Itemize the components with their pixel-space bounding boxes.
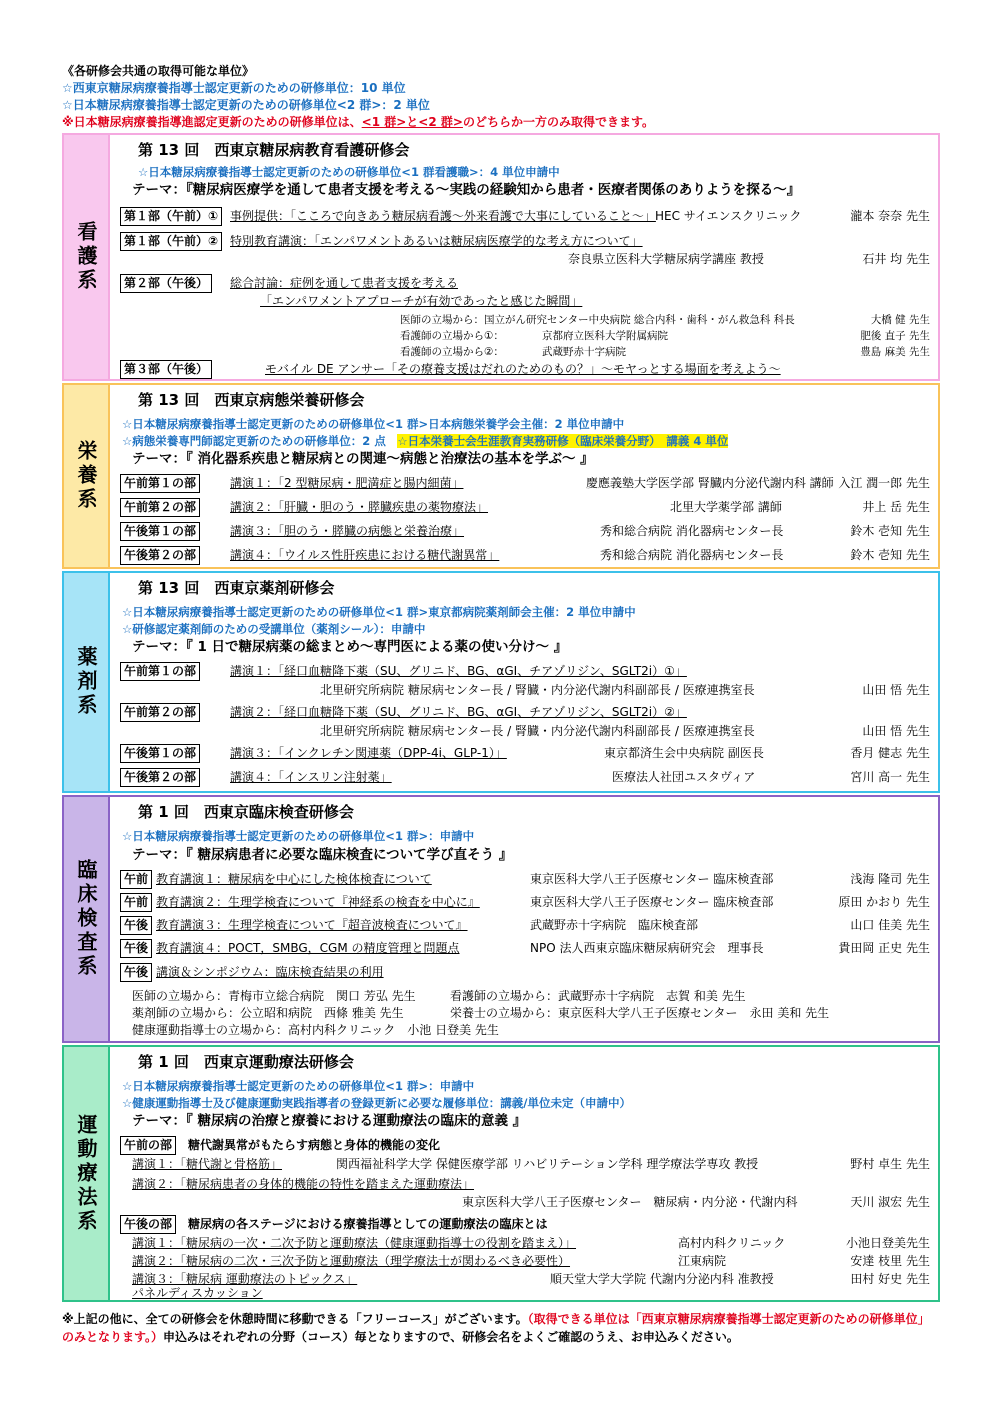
clinical-row-1-text: 教育講演１：糖尿病を中心にした検体検査について [156, 872, 432, 886]
pharmacy-row-4-text: 講演４：「インスリン注射薬」 [230, 770, 392, 784]
pharmacy-content [108, 573, 938, 791]
nursing-s1-tag: 第１部（午前）① [120, 207, 222, 226]
pharmacy-theme: テーマ：『 1 日で糖尿病薬の総まとめ～専門医による薬の使い分け～ 』 [132, 639, 568, 655]
nursing-s1-name: 瀧本 奈奈 先生 [850, 209, 930, 223]
exercise-pm1-inst: 高村内科クリニック [678, 1236, 786, 1250]
clinical-title: 第 1 回 西東京臨床検査研修会 [138, 803, 354, 821]
section-clinical [62, 795, 940, 1043]
exercise-pm-title: 糖尿病の各ステージにおける療養指導としての運動療法の臨床とは [188, 1217, 548, 1231]
nutrition-row-3-name: 鈴木 壱知 先生 [850, 524, 930, 538]
exercise-am-tag: 午前の部 [120, 1136, 176, 1155]
nutrition-row-4-text: 講演４：「ウイルス性肝疾患における糖代謝異常」 [230, 548, 500, 562]
clinical-panel-5: 健康運動指導士の立場から：高村内科クリニック 小池 日登美 先生 [132, 1023, 499, 1037]
clinical-credit: ☆日本糖尿病療養指導士認定更新のための研修単位<1 群>：申請中 [122, 829, 475, 843]
header-line-4c: のどちらか一方のみ取得できます。 [462, 115, 654, 129]
footer-note-a: ※上記の他に、全ての研修会を休憩時間に移動できる「フリーコース」がございます。 [62, 1312, 528, 1326]
clinical-row-5-tag: 午後 [120, 963, 152, 982]
pharmacy-row-1-name: 山田 悟 先生 [862, 683, 930, 697]
nursing-panel-2-role: 看護師の立場から①： [400, 330, 504, 342]
nutrition-credit-2 [122, 432, 728, 450]
pharmacy-row-2-tag: 午前第２の部 [120, 703, 200, 722]
exercise-title: 第 1 回 西東京運動療法研修会 [138, 1053, 354, 1071]
clinical-panel-1: 医師の立場から：青梅市立総合病院 関口 芳弘 先生 [132, 989, 416, 1003]
clinical-row-5-text: 講演＆シンポジウム：臨床検査結果の利用 [156, 965, 384, 979]
clinical-side-label [64, 797, 108, 1041]
clinical-row-4-inst: NPO 法人西東京臨床糖尿病研究会 理事長 [530, 941, 764, 955]
footer-note-c: 申込みはそれぞれの分野（コース）毎となりますので、研修会名をよくご確認のうえ、お申込みください。 [163, 1330, 739, 1344]
header-line-3: ☆日本糖尿病療養指導士認定更新のための研修単位<2 群>：2 単位 [62, 98, 430, 112]
pharmacy-row-4-tag: 午後第２の部 [120, 768, 200, 787]
clinical-panel-3: 薬剤師の立場から：公立昭和病院 西條 雅美 先生 [132, 1006, 404, 1020]
exercise-credit-2: ☆健康運動指導士及び健康運動実践指導者の登録更新に必要な履修単位：講義/単位未定（申請中） [122, 1096, 632, 1110]
exercise-pm1-name: 小池日登美先生 [845, 1236, 930, 1250]
nursing-s1-text: 事例提供：「こころで向きあう糖尿病看護～外来看護で大事にしていること～」 [230, 209, 656, 223]
clinical-row-2-inst: 東京医科大学八王子医療センター 臨床検査部 [530, 895, 774, 909]
pharmacy-credit-1: ☆日本糖尿病療養指導士認定更新のための研修単位<1 群>東京都病院薬剤師会主催：2 単位申請中 [122, 605, 636, 619]
nursing-panel-2-inst: 京都府立医科大学附属病院 [542, 330, 668, 342]
exercise-theme: テーマ：『 糖尿病の治療と療養における運動療法の臨床的意義 』 [132, 1113, 527, 1129]
pharmacy-row-1-inst: 北里研究所病院 糖尿病センター長 / 腎臓・内分泌代謝内科副部長 / 医療連携室長 [320, 683, 755, 697]
pharmacy-row-2-name: 山田 悟 先生 [862, 724, 930, 738]
pharmacy-row-2-text: 講演２：「経口血糖降下薬（SU、グリニド、BG、αGI、チアゾリジン、SGLT2i）②」 [230, 705, 687, 719]
nutrition-row-4-tag: 午後第２の部 [120, 546, 200, 565]
nutrition-row-4-inst: 秀和総合病院 消化器病センター長 [600, 548, 784, 562]
pharmacy-row-3-text: 講演３：「インクレチン関連薬（DPP-4i、GLP-1）」 [230, 746, 507, 760]
nursing-s4-tag: 第３部（午後） [120, 360, 212, 379]
section-pharmacy [62, 571, 940, 793]
exercise-pm3-inst: 順天堂大学大学院 代謝内分泌内科 准教授 [550, 1272, 774, 1286]
nursing-panel-3-name: 豊島 麻美 先生 [860, 346, 930, 358]
header-line-4a: ※日本糖尿病療養指導進認定更新のための研修単位は、 [62, 115, 362, 129]
exercise-pm3-text: 講演３：「糖尿病 運動療法のトピックス」 [132, 1272, 358, 1286]
nursing-panel-2-name: 肥後 直子 先生 [860, 330, 930, 342]
nutrition-row-3-tag: 午後第１の部 [120, 522, 200, 541]
nursing-s3-tag: 第２部（午後） [120, 274, 212, 293]
nursing-label: 看護系 [74, 221, 98, 293]
nutrition-row-1-name: 入江 潤一郎 先生 [838, 476, 930, 490]
clinical-content [108, 797, 938, 1041]
header-line-2: ☆西東京糖尿病療養指導士認定更新のための研修単位：10 単位 [62, 81, 406, 95]
nursing-theme: テーマ：『糖尿病医療学を通して患者支援を考える～実践の経験知から患者・医療者関係のありようを探る～』 [132, 182, 801, 198]
nutrition-row-2-name: 井上 岳 先生 [862, 500, 930, 514]
nursing-s2-name: 石井 均 先生 [862, 252, 930, 266]
nursing-s3-text2: 「エンパワメントアプローチが有効であったと感じた瞬間」 [260, 294, 583, 308]
exercise-pm4-text: パネルディスカッション [132, 1286, 263, 1300]
nutrition-row-1-tag: 午前第１の部 [120, 474, 200, 493]
exercise-credit-1: ☆日本糖尿病療養指導士認定更新のための研修単位<1 群>：申請中 [122, 1079, 475, 1093]
nursing-panel-1-name: 大橋 健 先生 [870, 314, 930, 326]
clinical-theme: テーマ：『 糖尿病患者に必要な臨床検査について学び直そう 』 [132, 847, 513, 863]
exercise-pm2-name: 安達 枝里 先生 [850, 1254, 930, 1268]
clinical-panel-4: 栄養士の立場から：東京医科大学八王子医療センター 永田 美和 先生 [450, 1006, 830, 1020]
exercise-pm2-text: 講演２：「糖尿病の二次・三次予防と運動療法（理学療法士が関わるべき必要性） [132, 1254, 571, 1268]
exercise-pm-tag: 午後の部 [120, 1215, 176, 1234]
pharmacy-row-3-inst: 東京都済生会中央病院 副医長 [604, 746, 764, 760]
clinical-row-2-tag: 午前 [120, 893, 152, 912]
nutrition-content [108, 385, 938, 567]
nursing-s2-text: 特別教育講演：「エンパワメントあるいは糖尿病医療学的な考え方について」 [230, 234, 643, 248]
nutrition-credit-3: ☆日本栄養士会生涯教育実務研修（臨床栄養分野） 講義 4 単位 [397, 434, 729, 448]
nutrition-row-4-name: 鈴木 壱知 先生 [850, 548, 930, 562]
nursing-s3-text1: 総合討論：症例を通して患者支援を考える [230, 276, 459, 290]
nutrition-credit-2a: ☆病態栄養専門師認定更新のための研修単位：2 点 [122, 434, 386, 448]
section-nursing [62, 133, 940, 381]
clinical-label: 臨床検査系 [74, 859, 98, 979]
clinical-row-1-name: 浅海 隆司 先生 [850, 872, 930, 886]
pharmacy-row-1-tag: 午前第１の部 [120, 662, 200, 681]
nursing-panel-3-role: 看護師の立場から②： [400, 346, 504, 358]
nursing-panel-1-role: 医師の立場から：国立がん研究センター中央病院 総合内科・歯科・がん救急科 科長 [400, 314, 795, 326]
pharmacy-title: 第 13 回 西東京薬剤研修会 [138, 579, 335, 597]
exercise-am1-text: 講演１：「糖代謝と骨格筋」 [132, 1157, 283, 1171]
exercise-am-title: 糖代謝異常がもたらす病態と身体的機能の変化 [188, 1138, 441, 1152]
pharmacy-row-1-text: 講演１：「経口血糖降下薬（SU、グリニド、BG、αGI、チアゾリジン、SGLT2i）①」 [230, 664, 687, 678]
clinical-row-3-inst: 武蔵野赤十字病院 臨床検査部 [530, 918, 699, 932]
clinical-panel-2: 看護師の立場から：武蔵野赤十字病院 志賀 和美 先生 [450, 989, 746, 1003]
clinical-row-4-tag: 午後 [120, 939, 152, 958]
exercise-am1-name: 野村 卓生 先生 [850, 1157, 930, 1171]
clinical-row-1-tag: 午前 [120, 870, 152, 889]
clinical-row-3-tag: 午後 [120, 916, 152, 935]
nursing-s1-inst: HEC サイエンスクリニック [655, 209, 802, 223]
exercise-label: 運動療法系 [74, 1113, 98, 1234]
nutrition-row-2-tag: 午前第２の部 [120, 498, 200, 517]
nursing-side-label [64, 135, 108, 379]
header-line-4b: <1 群>と<2 群> [361, 115, 463, 129]
pharmacy-credit-2: ☆研修認定薬剤師のための受講単位（薬剤シール）：申請中 [122, 622, 426, 636]
nursing-title: 第 13 回 西東京糖尿病教育看護研修会 [138, 141, 410, 159]
pharmacy-row-4-name: 宮川 高一 先生 [850, 770, 930, 784]
clinical-row-4-text: 教育講演４：POCT，SMBG，CGM の精度管理と問題点 [156, 941, 460, 955]
nutrition-side-label [64, 385, 108, 567]
clinical-row-2-name: 原田 かおり 先生 [838, 895, 930, 909]
nutrition-label: 栄養系 [74, 440, 98, 512]
pharmacy-row-3-name: 香月 健志 先生 [850, 746, 930, 760]
exercise-pm2-inst: 江東病院 [678, 1254, 727, 1268]
exercise-side-label [64, 1047, 108, 1300]
nursing-panel-3-inst: 武蔵野赤十字病院 [542, 346, 626, 358]
pharmacy-label: 薬剤系 [74, 646, 98, 718]
header-line-4 [62, 114, 654, 130]
nutrition-row-3-inst: 秀和総合病院 消化器病センター長 [600, 524, 784, 538]
pharmacy-row-4-inst: 医療法人社団ユスタヴィア [612, 770, 756, 784]
nutrition-theme: テーマ：『 消化器系疾患と糖尿病との関連～病態と治療法の基本を学ぶ～ 』 [132, 451, 594, 467]
nutrition-title: 第 13 回 西東京病態栄養研修会 [138, 391, 365, 409]
nutrition-row-2-text: 講演２：「肝臓・胆のう・膵臓疾患の薬物療法」 [230, 500, 489, 514]
nutrition-row-1-text: 講演１：「2 型糖尿病・肥満症と腸内細菌」 [230, 476, 464, 490]
exercise-am2-text: 講演２：「糖尿病患者の身体的機能の特性を踏まえた運動療法」 [132, 1177, 475, 1191]
section-exercise [62, 1045, 940, 1302]
nutrition-credit-1: ☆日本糖尿病療養指導士認定更新のための研修単位<1 群>日本病態栄養学会主催：2 単位申請中 [122, 417, 625, 431]
pharmacy-row-3-tag: 午後第１の部 [120, 744, 200, 763]
clinical-row-2-text: 教育講演２：生理学検査について『神経系の検査を中心に』 [156, 895, 480, 909]
exercise-am2-inst: 東京医科大学八王子医療センター 糖尿病・内分泌・代謝内科 [462, 1195, 798, 1209]
pharmacy-row-2-inst: 北里研究所病院 糖尿病センター長 / 腎臓・内分泌代謝内科副部長 / 医療連携室長 [320, 724, 755, 738]
nursing-credit: ☆日本糖尿病療養指導士認定更新のための研修単位<1 群看護職>：4 単位申請中 [138, 165, 560, 179]
nursing-content [108, 135, 938, 379]
exercise-am1-inst: 関西福祉科学大学 保健医療学部 リハビリテーション学科 理学療法学専攻 教授 [336, 1157, 759, 1171]
footer-note-b: （取得できる単位は「西東京糖尿病療養指導士認定更新のための研修単位」のみとなります。） [62, 1312, 930, 1344]
exercise-content [108, 1047, 938, 1300]
nutrition-row-1-inst: 慶應義塾大学医学部 腎臓内分泌代謝内科 講師 [586, 476, 834, 490]
clinical-row-3-name: 山口 佳美 先生 [850, 918, 930, 932]
nutrition-row-3-text: 講演３：「胆のう・膵臓の病態と栄養治療」 [230, 524, 465, 538]
exercise-am2-name: 天川 淑宏 先生 [850, 1195, 930, 1209]
nursing-s4-text: モバイル DE アンサー「その療養支援はだれのためのもの？」～モヤっとする場面を考えよう～ [265, 362, 781, 376]
section-nutrition [62, 383, 940, 569]
exercise-pm1-text: 講演１：「糖尿病の一次・二次予防と運動療法（健康運動指導士の役割を踏まえ）」 [132, 1236, 577, 1250]
clinical-row-1-inst: 東京医科大学八王子医療センター 臨床検査部 [530, 872, 774, 886]
nursing-s2-tag: 第１部（午前）② [120, 232, 222, 251]
clinical-row-4-name: 貴田岡 正史 先生 [838, 941, 930, 955]
clinical-row-3-text: 教育講演３：生理学検査について『超音波検査について』 [156, 918, 468, 932]
nursing-s2-inst: 奈良県立医科大学糖尿病学講座 教授 [568, 252, 764, 266]
nutrition-row-2-inst: 北里大学薬学部 講師 [670, 500, 782, 514]
exercise-pm3-name: 田村 好史 先生 [850, 1272, 930, 1286]
pharmacy-side-label [64, 573, 108, 791]
footer-note [62, 1310, 940, 1346]
header-line-1: 《各研修会共通の取得可能な単位》 [62, 64, 255, 78]
